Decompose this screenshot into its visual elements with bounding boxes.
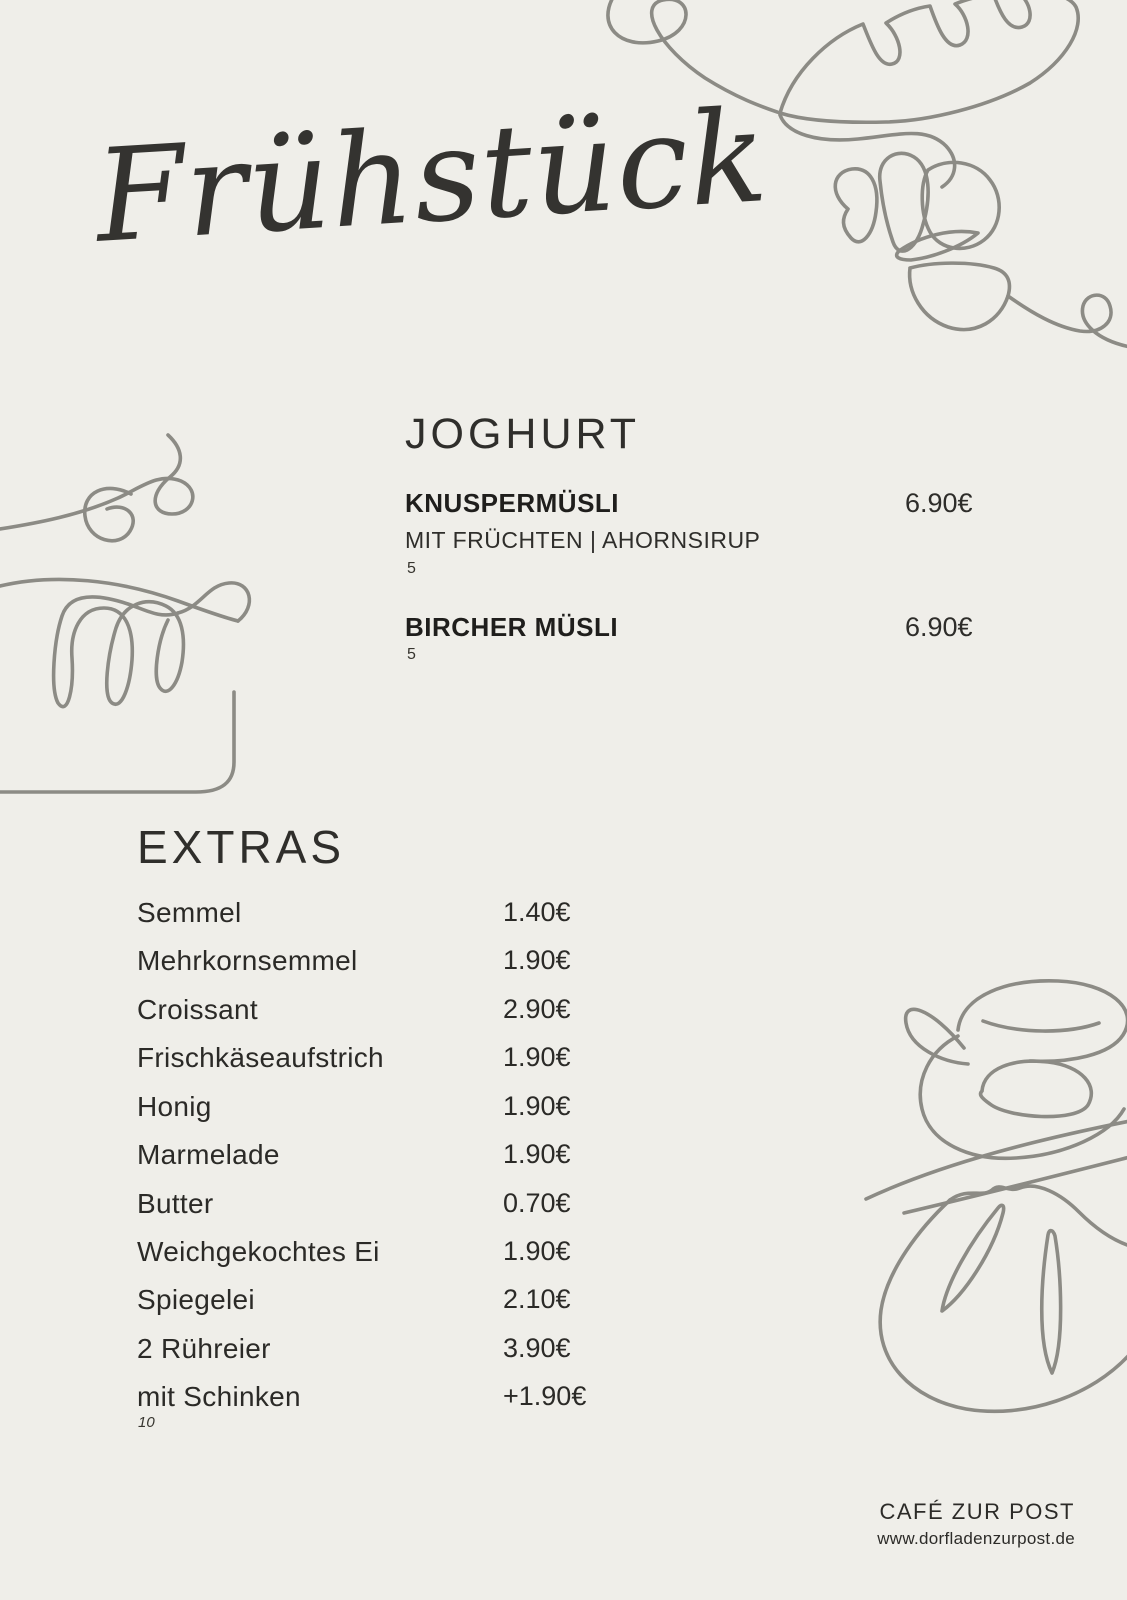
extras-row: [137, 1236, 607, 1276]
menu-item-footnote: 5: [407, 646, 416, 663]
coffee-bread-line-art: [850, 950, 1127, 1425]
extras-row: [137, 994, 607, 1034]
extras-item-price: 1.90€: [503, 1236, 571, 1266]
menu-item-footnote: 5: [407, 560, 416, 577]
extras-item-name: Mehrkornsemmel: [137, 945, 358, 976]
extras-item-price: 2.90€: [503, 994, 571, 1024]
extras-item-price: 1.90€: [503, 1139, 571, 1169]
extras-item-name: Frischkäseaufstrich: [137, 1042, 384, 1073]
page-title: Frühstück: [91, 82, 772, 272]
extras-row: [137, 945, 607, 985]
extras-item-price: 1.40€: [503, 897, 571, 927]
extras-item-name: Semmel: [137, 897, 242, 928]
menu-item-name: KNUSPERMÜSLI: [405, 488, 620, 518]
cafe-name: CAFÉ ZUR POST: [879, 1499, 1075, 1524]
extras-item-name: Honig: [137, 1091, 212, 1122]
extras-item-price: 0.70€: [503, 1188, 571, 1218]
extras-row: [137, 897, 607, 937]
extras-row: [137, 1333, 607, 1373]
extras-row: [137, 1042, 607, 1082]
cake-line-art: [0, 420, 270, 805]
extras-row: [137, 1284, 607, 1324]
extras-item-name: Butter: [137, 1188, 214, 1219]
section-joghurt: [405, 410, 980, 690]
extras-item-name: Marmelade: [137, 1139, 280, 1170]
extras-row: [137, 1188, 607, 1228]
joghurt-heading: JOGHURT: [405, 410, 641, 458]
extras-item-price: 1.90€: [503, 1091, 571, 1121]
footer: [877, 1499, 1075, 1549]
extras-item-price: +1.90€: [503, 1381, 587, 1411]
section-extras: [137, 820, 607, 1460]
extras-item-name: mit Schinken: [137, 1381, 301, 1412]
extras-row: [137, 1139, 607, 1179]
extras-item-name: Weichgekochtes Ei: [137, 1236, 380, 1267]
menu-item-description: MIT FRÜCHTEN | AHORNSIRUP: [405, 527, 761, 553]
website-url: www.dorfladenzurpost.de: [877, 1529, 1075, 1548]
menu-item-name: BIRCHER MÜSLI: [405, 612, 619, 642]
menu-item-price: 6.90€: [905, 612, 973, 642]
extras-row: [137, 1381, 607, 1431]
extras-item-name: 2 Rühreier: [137, 1333, 271, 1364]
extras-item-price: 1.90€: [503, 1042, 571, 1072]
extras-item-footnote: 10: [138, 1414, 155, 1431]
menu-item-price: 6.90€: [905, 488, 973, 518]
extras-heading: EXTRAS: [137, 821, 346, 873]
extras-item-price: 1.90€: [503, 945, 571, 975]
extras-row: [137, 1091, 607, 1131]
extras-item-price: 2.10€: [503, 1284, 571, 1314]
extras-item-name: Croissant: [137, 994, 258, 1025]
extras-item-price: 3.90€: [503, 1333, 571, 1363]
extras-item-name: Spiegelei: [137, 1284, 255, 1315]
